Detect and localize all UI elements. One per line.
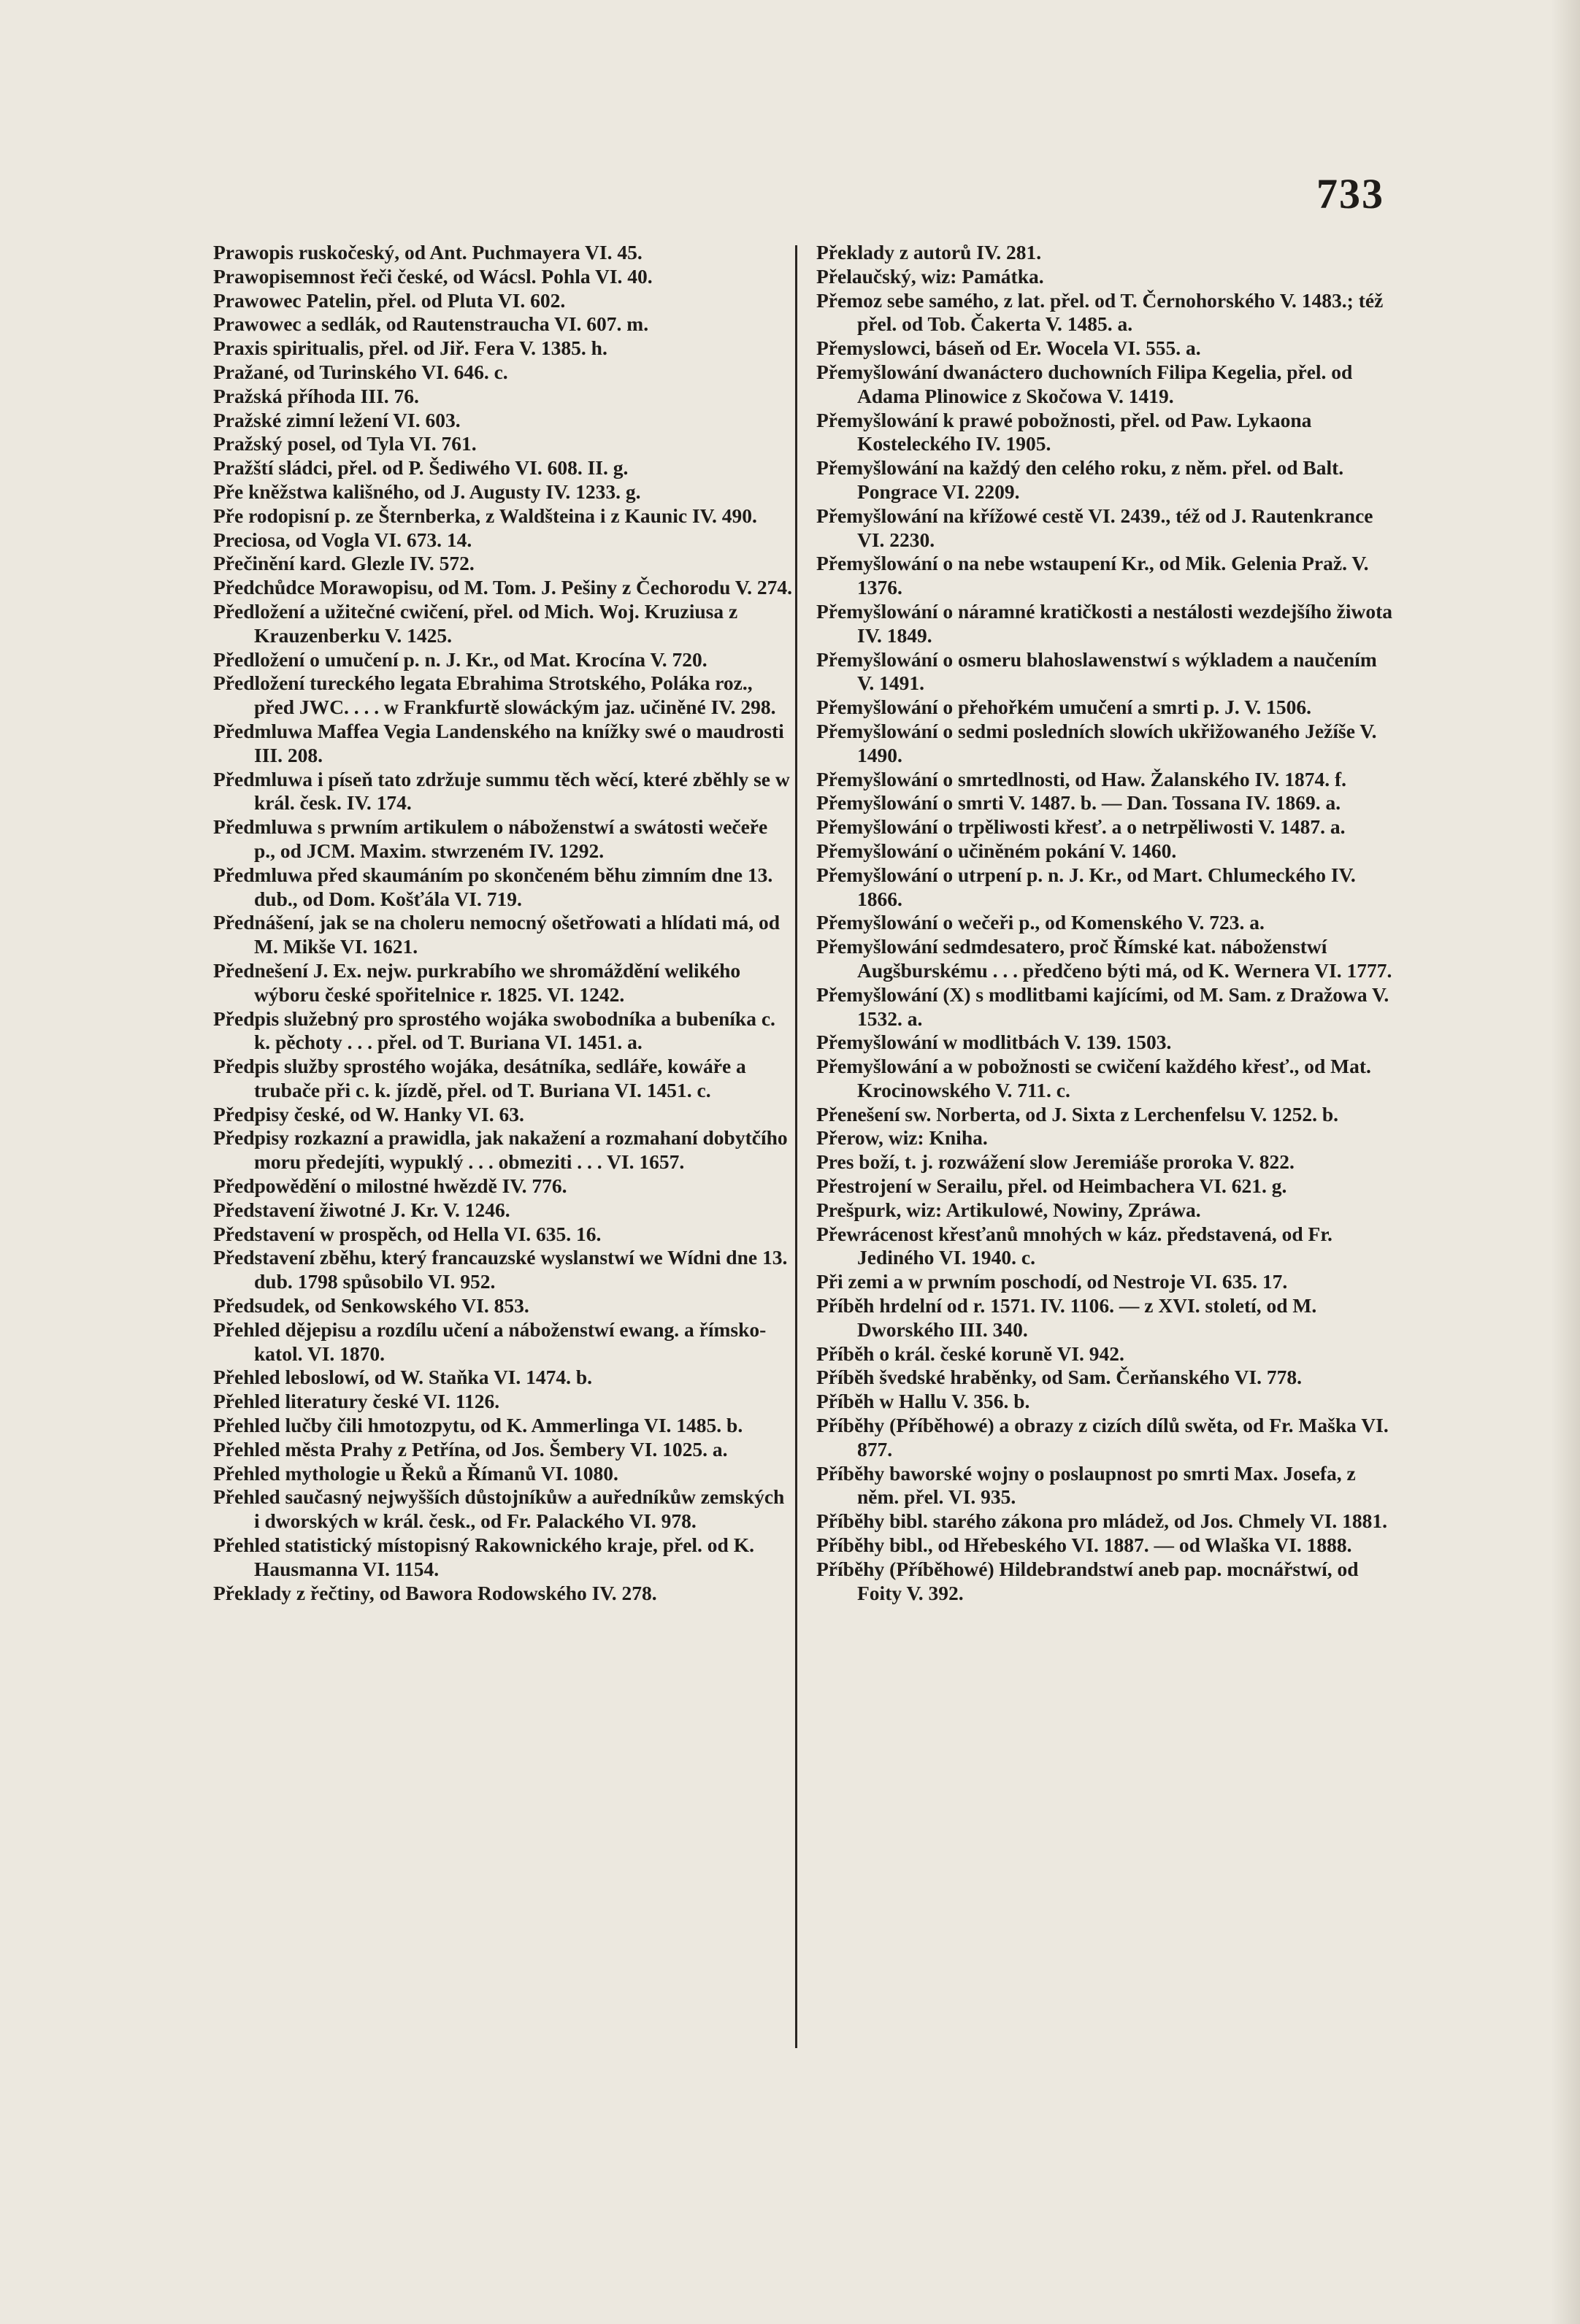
index-entry: Předpisy rozkazní a prawidla, jak nakažení a rozmahaní dobytčího moru předejíti, wypuklý . . . obmeziti . . . VI. 1657.	[213, 1126, 788, 1174]
index-entry: Předložení o umučení p. n. J. Kr., od Mat. Krocína V. 720.	[213, 647, 707, 671]
index-entry: Přemyšlowání o utrpení p. n. J. Kr., od Mart. Chlumeckého IV. 1866.	[816, 863, 1356, 910]
index-entry: Prešpurk, wiz: Artikulowé, Nowiny, Zpráwa.	[816, 1198, 1201, 1221]
index-column-right	[816, 241, 1397, 1605]
index-entry: Přemyšlowání o učiněném pokání V. 1460.	[816, 839, 1177, 862]
index-entry: Předložení tureckého legata Ebrahima Strotského, Poláka roz., před JWC. . . . w Frankfurtě slowáckým jaz. učiněné IV. 298.	[213, 672, 776, 719]
index-entry: Přehled dějepisu a rozdílu učení a náboženstwí ewang. a římsko-katol. VI. 1870.	[213, 1317, 767, 1365]
index-entry: Předmluwa Maffea Vegia Landenského na knížky swé o maudrosti III. 208.	[213, 719, 784, 766]
index-entry: Přemyslowci, báseň od Er. Wocela VI. 555. a.	[816, 336, 1201, 360]
index-entry: Přemyšlowání o osmeru blahoslawenstwí s wýkladem a naučením V. 1491.	[816, 647, 1377, 695]
index-entry: Předmluwa s prwním artikulem o náboženstwí a swátosti wečeře p., od JCM. Maxim. stwrzeném IV. 1292.	[213, 815, 768, 862]
index-entry: Příběh švedské hraběnky, od Sam. Čerňanského VI. 778.	[816, 1366, 1302, 1389]
index-entry: Přemyšlowání o wečeři p., od Komenského V. 723. a.	[816, 911, 1265, 934]
index-entry: Praxis spiritualis, přel. od Jiř. Fera V. 1385. h.	[213, 336, 607, 360]
page-number: 733	[1316, 170, 1384, 218]
index-entry: Přemyšlowání o na nebe wstaupení Kr., od Mik. Gelenia Praž. V. 1376.	[816, 552, 1369, 599]
index-entry: Pražská příhoda III. 76.	[213, 384, 419, 407]
index-entry: Přemyšlowání na křížowé cestě VI. 2439., též od J. Rautenkrance VI. 2230.	[816, 504, 1373, 551]
index-entry: Pře rodopisní p. ze Šternberka, z Waldšteina i z Kaunic IV. 490.	[213, 504, 757, 527]
index-entry: Přemyšlowání o náramné kratičkosti a nestálosti wezdejšího žiwota IV. 1849.	[816, 599, 1393, 647]
index-entry: Přemoz sebe samého, z lat. přel. od T. Černohorského V. 1483.; též přel. od Tob. Čakerta V. 1485. a.	[816, 288, 1384, 336]
index-entry: Předmluwa i píseň tato zdržuje summu těch wěcí, které zběhly se w král. česk. IV. 174.	[213, 767, 790, 815]
index-entry: Příběhy bibl., od Hřebeského VI. 1887. — od Wlaška VI. 1888.	[816, 1534, 1352, 1557]
index-entry: Příběhy (Příběhowé) Hildebrandstwí aneb pap. mocnářstwí, od Foity V. 392.	[816, 1557, 1359, 1604]
index-entry: Přehled literatury české VI. 1126.	[213, 1390, 500, 1413]
index-entry: Přemyšlowání k prawé pobožnosti, přel. od Paw. Lykaona Kosteleckého IV. 1905.	[816, 408, 1312, 455]
index-entry: Přemyšlowání o přehořkém umučení a smrti p. J. V. 1506.	[816, 696, 1312, 719]
index-entry: Prawowec Patelin, přel. od Pluta VI. 602.	[213, 288, 566, 312]
index-entry: Přemyšlowání a w pobožnosti se cwičení každého křesť., od Mat. Krocinowského V. 711. c.	[816, 1055, 1371, 1101]
index-entry: Přerow, wiz: Kniha.	[816, 1126, 988, 1150]
index-entry: Přehled leboslowí, od W. Staňka VI. 1474. b.	[213, 1366, 593, 1389]
index-entry: Prawowec a sedlák, od Rautenstraucha VI. 607. m.	[213, 312, 649, 336]
index-entry: Přemyšlowání o smrti V. 1487. b. — Dan. Tossana IV. 1869. a.	[816, 791, 1341, 815]
index-entry: Příběh hrdelní od r. 1571. IV. 1106. — z XVI. století, od M. Dworského III. 340.	[816, 1294, 1317, 1341]
index-entry: Přehled saučasný nejwyšších důstojníkůw a auředníkůw zemských i dworských w král. česk., od Fr. Palackého VI. 978.	[213, 1485, 785, 1533]
index-entry: Předchůdce Morawopisu, od M. Tom. J. Pešiny z Čechorodu V. 274.	[213, 576, 792, 599]
index-entry: Příběh w Hallu V. 356. b.	[816, 1390, 1030, 1413]
index-entry: Příběhy (Příběhowé) a obrazy z cizích dílů swěta, od Fr. Maška VI. 877.	[816, 1414, 1389, 1461]
index-entry: Prawopisemnost řeči české, od Wácsl. Pohla VI. 40.	[213, 264, 653, 288]
index-entry: Přemyšlowání w modlitbách V. 139. 1503.	[816, 1031, 1172, 1054]
index-entry: Představení w prospěch, od Hella VI. 635. 16.	[213, 1222, 602, 1245]
index-entry: Pres boží, t. j. rozwážení slow Jeremiáše proroka V. 822.	[816, 1150, 1295, 1174]
index-entry: Přelaučský, wiz: Památka.	[816, 264, 1044, 288]
index-entry: Preciosa, od Vogla VI. 673. 14.	[213, 528, 472, 551]
index-entry: Příběhy baworské wojny o poslaupnost po smrti Max. Josefa, z něm. přel. VI. 935.	[816, 1461, 1356, 1509]
index-entry: Pražský posel, od Tyla VI. 761.	[213, 432, 477, 455]
index-entry: Při zemi a w prwním poschodí, od Nestroje VI. 635. 17.	[816, 1270, 1288, 1293]
index-entry: Přehled mythologie u Řeků a Římanů VI. 1080.	[213, 1461, 618, 1485]
index-entry: Přemyšlowání o trpěliwosti křesť. a o netrpěliwosti V. 1487. a.	[816, 815, 1346, 839]
index-entry: Předpowědění o milostné hwězdě IV. 776.	[213, 1174, 567, 1198]
index-entry: Přednešení J. Ex. nejw. purkrabího we shromáždění welikého wýboru české spořitelnice r. 1825. VI. 1242.	[213, 958, 741, 1006]
index-entry: Přemyšlowání dwanáctero duchowních Filipa Kegelia, přel. od Adama Plinowice z Skočowa V. 1419.	[816, 360, 1353, 407]
index-entry: Předpisy české, od W. Hanky VI. 63.	[213, 1102, 524, 1126]
index-entry: Předmluwa před skaumáním po skončeném běhu zimním dne 13. dub., od Dom. Košťála VI. 719.	[213, 863, 773, 910]
index-entry: Přemyšlowání sedmdesatero, proč Římské kat. náboženstwí Augšburskému . . . předčeno býti má, od K. Wernera VI. 1777.	[816, 935, 1392, 982]
index-entry: Pražané, od Turinského VI. 646. c.	[213, 360, 508, 383]
index-entry: Přemyšlowání o sedmi posledních slowích ukřižowaného Ježíše V. 1490.	[816, 719, 1377, 766]
index-column-left	[213, 241, 794, 1605]
index-entry: Příběhy bibl. starého zákona pro mládež, od Jos. Chmely VI. 1881.	[816, 1509, 1388, 1533]
index-entry: Předpis služebný pro sprostého wojáka swobodníka a bubeníka c. k. pěchoty . . . přel. od T. Buriana VI. 1451. a.	[213, 1007, 775, 1054]
index-entry: Pražští sládci, přel. od P. Šediwého VI. 608. II. g.	[213, 456, 629, 480]
index-entry: Překlady z autorů IV. 281.	[816, 241, 1042, 263]
index-entry: Příběh o král. české koruně VI. 942.	[816, 1342, 1124, 1365]
index-entry: Předsudek, od Senkowského VI. 853.	[213, 1294, 529, 1317]
index-entry: Přemyšlowání o smrtedlnosti, od Haw. Žalanského IV. 1874. f.	[816, 767, 1347, 790]
index-entry: Přehled statistický místopisný Rakownického kraje, přel. od K. Hausmanna VI. 1154.	[213, 1534, 754, 1580]
index-entry: Přenešení sw. Norberta, od J. Sixta z Lerchenfelsu V. 1252. b.	[816, 1102, 1338, 1126]
index-entry: Přednášení, jak se na choleru nemocný ošetřowati a hlídati má, od M. Mikše VI. 1621.	[213, 911, 781, 958]
page-edge-shadow	[1551, 0, 1580, 2324]
index-entry: Prawopis ruskočeský, od Ant. Puchmayera VI. 45.	[213, 241, 643, 263]
index-entry: Pražské zimní ležení VI. 603.	[213, 408, 461, 431]
index-entry: Představení zběhu, který francauzské wyslanstwí we Wídni dne 13. dub. 1798 spůsobilo VI. 952.	[213, 1246, 788, 1293]
index-entry: Představení žiwotné J. Kr. V. 1246.	[213, 1198, 510, 1221]
index-entry: Přehled lučby čili hmotozpytu, od K. Ammerlinga VI. 1485. b.	[213, 1414, 743, 1437]
index-entry: Předložení a užitečné cwičení, přel. od Mich. Woj. Kruziusa z Krauzenberku V. 1425.	[213, 599, 738, 647]
index-entry: Přemyšlowání (X) s modlitbami kajícími, od M. Sam. z Dražowa V. 1532. a.	[816, 982, 1389, 1030]
index-entry: Překlady z řečtiny, od Bawora Rodowského IV. 278.	[213, 1581, 657, 1604]
index-entry: Přestrojení w Serailu, přel. od Heimbachera VI. 621. g.	[816, 1174, 1287, 1198]
index-entry: Předpis služby sprostého wojáka, desátníka, sedláře, kowáře a trubače při c. k. jízdě, přel. od T. Buriana VI. 1451. c.	[213, 1055, 746, 1101]
column-divider	[795, 245, 797, 2048]
index-entry: Přemyšlowání na každý den celého roku, z něm. přel. od Balt. Pongrace VI. 2209.	[816, 456, 1344, 503]
index-entry: Pře kněžstwa kališného, od J. Augusty IV. 1233. g.	[213, 480, 641, 503]
index-entry: Přečinění kard. Glezle IV. 572.	[213, 552, 475, 575]
index-entry: Přehled města Prahy z Petřína, od Jos. Šembery VI. 1025. a.	[213, 1437, 728, 1461]
index-entry: Přewrácenost křesťanů mnohých w káz. představená, od Fr. Jediného VI. 1940. c.	[816, 1222, 1332, 1269]
